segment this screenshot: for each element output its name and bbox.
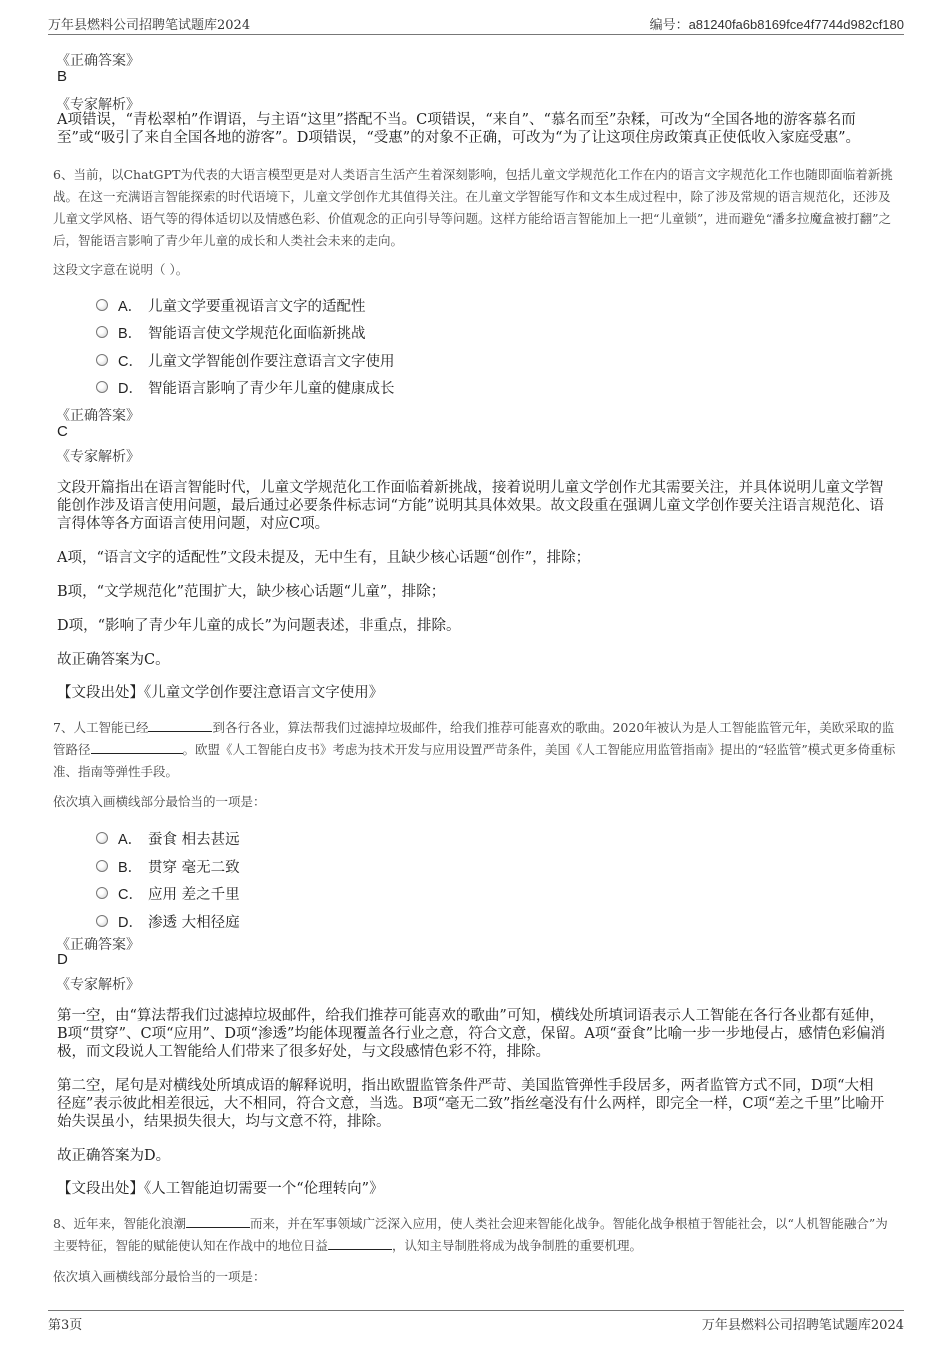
radio-button[interactable] [96, 915, 108, 927]
radio-button[interactable] [96, 381, 108, 393]
question-text: 8、近年来，智能化浪潮 而来，并在军事领域广泛深入应用，使人类社会迎来智能化战争。智能化战争根植于智能社会，以“人机智能融合”为主要特征，智能的赋能使认知在作战中的地位日益 ，认知主导制胜将成为战争制胜的重要机理。 [53, 1216, 888, 1253]
fill-blank [186, 1226, 250, 1228]
option-letter: C． [118, 887, 143, 903]
option-letter: A． [118, 299, 143, 315]
option-letter: B． [118, 860, 143, 876]
radio-button[interactable] [96, 860, 108, 872]
header-title: 万年县燃料公司招聘笔试题库2024 [48, 18, 251, 33]
analysis-paragraph: A项，“语言文字的适配性”文段未提及，无中生有，且缺少核心话题“创作”，排除； [57, 550, 591, 566]
analysis-paragraph: D项，“影响了青少年儿童的成长”为问题表述，非重点，排除。 [57, 618, 461, 634]
question-text: 6、当前，以ChatGPT为代表的大语言模型更是对人类语言生活产生着深刻影响，包括儿童文学规范化工作在内的语言文字规范化工作也随即面临着新挑战。在这一充满语言智能探索的时代语境下，儿童文学创作尤其值得关注。在儿童文学智能写作和文本生成过程中，除了涉及常规的语言规范化，还涉及儿童文学风格、语气等的得体适切以及情感色彩、价值观念的正向引导等问题。这样方能给语言智能加上一把“儿童锁”，进而避免“潘多拉魔盒被打翻”之后，智能语言影响了青少年儿童的成长和人类社会未来的走向。 [53, 167, 893, 248]
question-prompt: 依次填入画横线部分最恰当的一项是： [53, 794, 266, 809]
correct-answer-label: 《正确答案》 [56, 53, 140, 69]
option-letter: C． [118, 354, 143, 370]
source-citation: 【文段出处】《儿童文学创作要注意语言文字使用》 [57, 685, 384, 701]
page-footer [48, 1310, 904, 1333]
analysis-conclusion: 故正确答案为D。 [57, 1148, 171, 1164]
radio-button[interactable] [96, 887, 108, 899]
option-letter: B． [118, 326, 143, 342]
fill-blank [328, 1248, 392, 1250]
analysis-paragraph: 第二空，尾句是对横线处所填成语的解释说明，指出欧盟监管条件严苛、美国监管弹性手段居多，两者监管方式不同，D项“大相径庭”表示彼此相差很远，大不相同，符合文意，当选。B项“毫无二致”指丝毫没有什么两样，即完全一样，C项“差之千里”比喻开始失误虽小，结果损失很大，均与文意不符，排除。 [57, 1078, 885, 1130]
analysis-text: A项错误，“青松翠柏”作谓语，与主语“这里”搭配不当。C项错误，“来自”、“慕名而至”杂糅，可改为“全国各地的游客慕名而至”或“吸引了来自全国各地的游客”。D项错误，“受惠”的对象不正确，可改为“为了让这项住房政策真正使低收入家庭受惠”。 [57, 112, 861, 146]
analysis-label: 《专家解析》 [56, 97, 140, 113]
correct-answer-value: B [57, 68, 68, 85]
option-letter: D． [118, 915, 143, 931]
option-text: 儿童文学智能创作要注意语言文字使用 [148, 354, 395, 370]
radio-button[interactable] [96, 832, 108, 844]
analysis-paragraph: 文段开篇指出在语言智能时代，儿童文学规范化工作面临着新挑战，接着说明儿童文学创作尤其需要关注，并具体说明儿童文学智能创作涉及语言使用问题，最后通过必要条件标志词“方能”说明其具体效果。故文段重在强调儿童文学创作要关注语言规范化、语言得体等各方面语言使用问题，对应C项。 [57, 480, 884, 532]
option-text: 渗透 大相径庭 [148, 915, 240, 931]
question-prompt: 依次填入画横线部分最恰当的一项是： [53, 1269, 266, 1284]
source-citation: 【文段出处】《人工智能迫切需要一个“伦理转向”》 [57, 1181, 384, 1197]
analysis-paragraph: B项，“文学规范化”范围扩大，缺少核心话题“儿童”，排除； [57, 584, 446, 600]
header-serial: 编号：a81240fa6b8169fce4f7744d982cf180 [649, 17, 904, 32]
analysis-paragraph: 第一空，由“算法帮我们过滤掉垃圾邮件，给我们推荐可能喜欢的歌曲”可知，横线处所填词语表示人工智能在各行各业都有延伸，B项“贯穿”、C项“应用”、D项“渗透”均能体现覆盖各行业之意，符合文意，保留。A项“蚕食”比喻一步一步地侵占，感情色彩偏消极，而文段说人工智能给人们带来了很多好处，与文段感情色彩不符，排除。 [57, 1008, 886, 1060]
radio-button[interactable] [96, 354, 108, 366]
correct-answer-label: 《正确答案》 [56, 408, 140, 424]
option-text: 智能语言使文学规范化面临新挑战 [148, 326, 366, 342]
option-text: 智能语言影响了青少年儿童的健康成长 [148, 381, 395, 397]
option-text: 贯穿 毫无二致 [148, 860, 240, 876]
page-header [48, 14, 904, 35]
fill-blank [148, 730, 212, 732]
analysis-label: 《专家解析》 [56, 449, 140, 465]
option-text: 儿童文学要重视语言文字的适配性 [148, 299, 366, 315]
question-prompt: 这段文字意在说明（ ）。 [53, 262, 189, 277]
analysis-conclusion: 故正确答案为C。 [57, 652, 170, 668]
option-letter: D． [118, 381, 143, 397]
correct-answer-value: D [57, 951, 68, 968]
analysis-label: 《专家解析》 [56, 977, 140, 993]
option-letter: A． [118, 832, 143, 848]
option-text: 蚕食 相去甚远 [148, 832, 240, 848]
radio-button[interactable] [96, 299, 108, 311]
radio-button[interactable] [96, 326, 108, 338]
correct-answer-label: 《正确答案》 [56, 937, 140, 953]
question-text: 7、人工智能已经 到各行各业，算法帮我们过滤掉垃圾邮件，给我们推荐可能喜欢的歌曲。2020年被认为是人工智能监管元年，美欧采取的监管路径 。欧盟《人工智能白皮书》考虑为技术开发与应用设置严苛条件，美国《人工智能应用监管指南》提出的“轻监管”模式更多倚重标准、指南等弹性手段。 [53, 720, 896, 779]
footer-title: 万年县燃料公司招聘笔试题库2024 [701, 1318, 904, 1333]
fill-blank [91, 752, 183, 754]
correct-answer-value: C [57, 423, 68, 440]
page-number: 第3页 [48, 1318, 83, 1333]
option-text: 应用 差之千里 [148, 887, 240, 903]
